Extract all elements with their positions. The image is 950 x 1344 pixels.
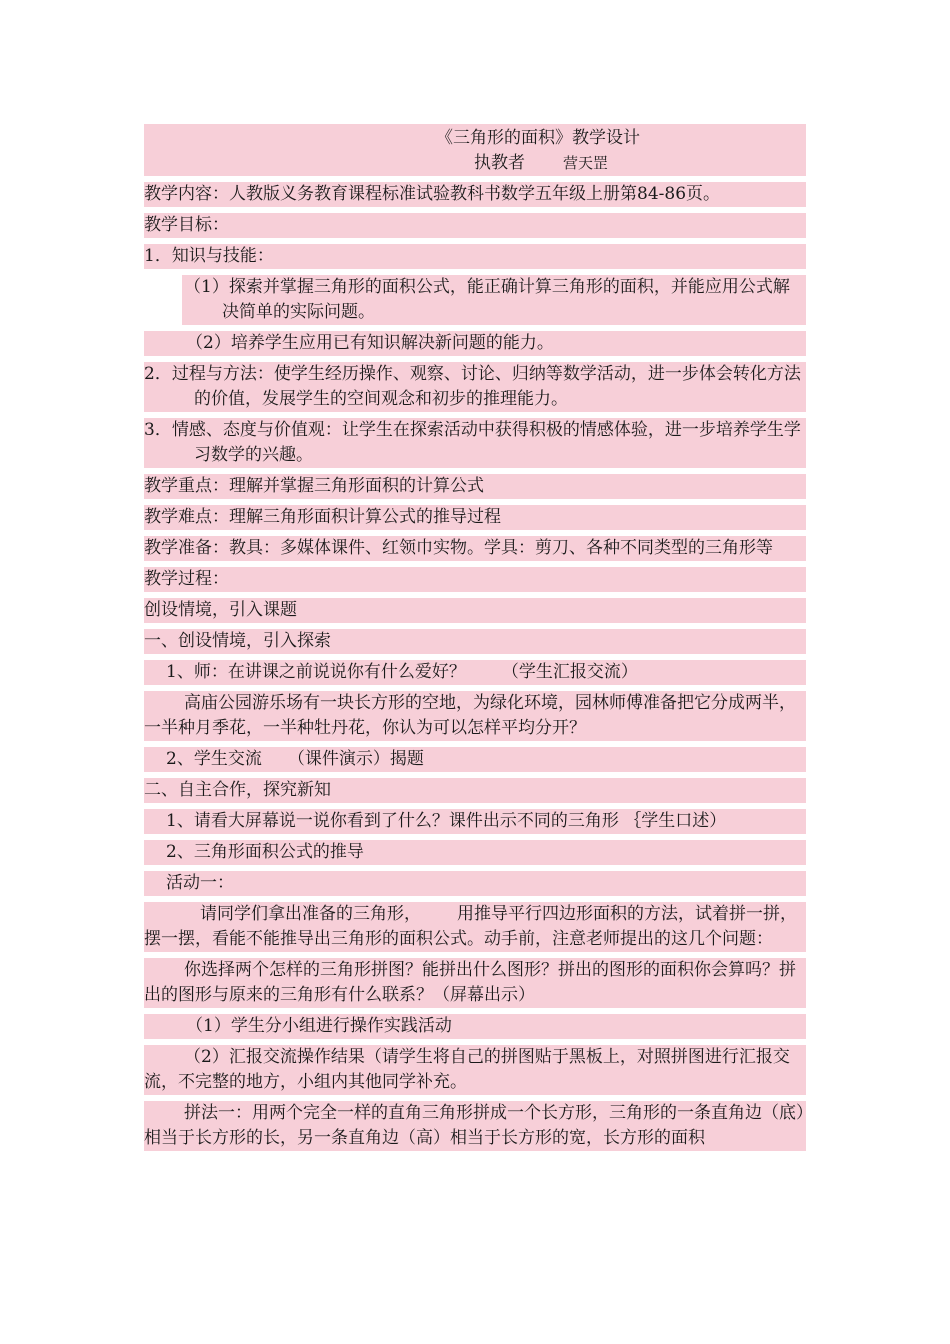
section1-heading: 一、创设情境，引入探索 [144, 629, 806, 654]
intro-line: 创设情境，引入课题 [144, 598, 806, 623]
activity1-heading: 活动一： [144, 871, 806, 896]
author-name: 营天罡 [563, 154, 609, 172]
key-point: 教学重点：理解并掌握三角形面积的计算公式 [144, 474, 806, 499]
goal2: 2．过程与方法：使学生经历操作、观察、讨论、归纳等数学活动，进一步体会转化方法的价值，发展学生的空间观念和初步的推理能力。 [144, 362, 806, 412]
method1: 拼法一：用两个完全一样的直角三角形拼成一个长方形，三角形的一条直角边（底）相当于长方形的长，另一条直角边（高）相当于长方形的宽，长方形的面积 [144, 1101, 806, 1151]
section1-item1 [144, 660, 806, 685]
preparation: 教学准备：教具：多媒体课件、红领巾实物。学具：剪刀、各种不同类型的三角形等 [144, 536, 806, 561]
activity1-step1: （1）学生分小组进行操作实践活动 [144, 1014, 806, 1039]
document-title: 《三角形的面积》教学设计 [144, 124, 806, 151]
teaching-content: 教学内容：人教版义务教育课程标准试验教科书数学五年级上册第84-86页。 [144, 182, 806, 207]
activity1-paragraph [144, 902, 806, 952]
goal3: 3．情感、态度与价值观：让学生在探索活动中获得积极的情感体验，进一步培养学生学习数学的兴趣。 [144, 418, 806, 468]
difficulty: 教学难点：理解三角形面积计算公式的推导过程 [144, 505, 806, 530]
activity1-paragraph-start: 请同学们拿出准备的三角形， [200, 904, 421, 924]
process-heading: 教学过程： [144, 567, 806, 592]
section1-item2 [144, 747, 806, 772]
author-line [144, 151, 806, 176]
lesson-plan-document [144, 124, 806, 1151]
section1-item2-text: 2、学生交流 [166, 749, 262, 769]
section2-heading: 二、自主合作，探究新知 [144, 778, 806, 803]
section1-item2-note: （课件演示）揭题 [287, 749, 424, 769]
activity1-questions: 你选择两个怎样的三角形拼图？能拼出什么图形？拼出的图形的面积你会算吗？拼出的图形与原来的三角形有什么联系？（屏幕出示） [144, 958, 806, 1008]
goal1-item1: （1）探索并掌握三角形的面积公式，能正确计算三角形的面积，并能应用公式解决简单的实际问题。 [144, 275, 806, 325]
activity1-paragraph-rest: 用推导平行四边形面积的方法，试着拼一拼，摆一摆，看能不能推导出三角形的面积公式。动手前，注意老师提出的这几个问题： [144, 904, 797, 949]
activity1-step2: （2）汇报交流操作结果（请学生将自己的拼图贴于黑板上，对照拼图进行汇报交流，不完整的地方，小组内其他同学补充。 [144, 1045, 806, 1095]
goal1-item2: （2）培养学生应用已有知识解决新问题的能力。 [144, 331, 806, 356]
section1-item1-note: （学生汇报交流） [501, 662, 638, 682]
section1-paragraph: 高庙公园游乐场有一块长方形的空地，为绿化环境，园林师傅准备把它分成两半，一半种月季花，一半种牡丹花，你认为可以怎样平均分开？ [144, 691, 806, 741]
section2-item1: 1、请看大屏幕说一说你看到了什么？课件出示不同的三角形 ｛学生口述） [144, 809, 806, 834]
section2-item2: 2、三角形面积公式的推导 [144, 840, 806, 865]
author-label: 执教者 [474, 153, 525, 173]
section1-item1-question: 1、师：在讲课之前说说你有什么爱好？ [166, 662, 466, 682]
goals-heading: 教学目标： [144, 213, 806, 238]
goal1-heading: 1．知识与技能： [144, 244, 806, 269]
